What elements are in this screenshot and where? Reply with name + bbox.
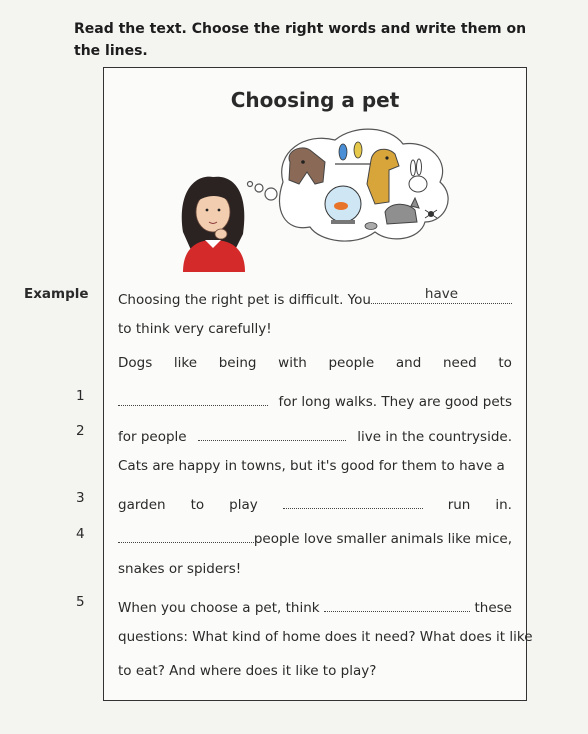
text-line-9 xyxy=(118,561,512,577)
text-fragment: for long walks. They are good pets xyxy=(278,394,512,410)
word: being xyxy=(218,355,257,371)
text-fragment: to think very carefully! xyxy=(118,321,272,337)
text-line-11 xyxy=(118,629,533,645)
text-fragment: questions: What kind of home does it need? What does it like xyxy=(118,629,533,645)
text-fragment: for people xyxy=(118,429,187,445)
text-fragment: to eat? And where does it like to play? xyxy=(118,663,377,679)
word: to xyxy=(190,497,205,513)
text-fragment: snakes or spiders! xyxy=(118,561,242,577)
word: to xyxy=(498,355,512,371)
text-line-8 xyxy=(118,526,512,547)
mouse-icon xyxy=(365,223,377,230)
text-line-12 xyxy=(118,663,512,679)
text-fragment: these xyxy=(474,600,512,616)
word: Dogs xyxy=(118,355,153,371)
question-number-2: 2 xyxy=(76,423,85,439)
instructions: Read the text. Choose the right words and write them on the lines. xyxy=(74,21,527,59)
word: with xyxy=(278,355,307,371)
word: run xyxy=(447,497,471,513)
word: in. xyxy=(495,497,512,513)
text-line-5 xyxy=(118,424,512,445)
text-fragment: live in the countryside. xyxy=(357,429,512,445)
example-label: Example xyxy=(24,286,89,302)
text-fragment: Cats are happy in towns, but it's good for them to have a xyxy=(118,458,505,474)
word: people xyxy=(328,355,375,371)
text-line-2 xyxy=(118,321,512,337)
answer-line-5[interactable] xyxy=(324,595,470,612)
question-number-5: 5 xyxy=(76,594,85,610)
girl-icon xyxy=(182,177,245,272)
text-fragment: people love smaller animals like mice, xyxy=(253,531,512,547)
answer-line-2[interactable] xyxy=(198,424,346,441)
text-fragment: When you choose a pet, think xyxy=(118,600,320,616)
text-line-6 xyxy=(118,458,512,474)
example-answer-line xyxy=(371,287,512,304)
example-answer: have xyxy=(424,286,459,302)
answer-line-3[interactable] xyxy=(283,492,423,509)
word: play xyxy=(229,497,258,513)
word: and xyxy=(395,355,422,371)
answer-line-4[interactable] xyxy=(118,526,254,543)
text-line-4 xyxy=(118,389,512,410)
question-number-3: 3 xyxy=(76,490,85,506)
page-title: Choosing a pet xyxy=(230,88,400,112)
text-line-3 xyxy=(118,355,512,371)
text-line-7 xyxy=(118,492,512,513)
word: garden xyxy=(118,497,166,513)
text-line-1 xyxy=(118,287,512,308)
answer-line-1[interactable] xyxy=(118,389,268,406)
word: like xyxy=(173,355,198,371)
pets-illustration xyxy=(175,122,455,272)
text-line-10 xyxy=(118,595,512,616)
question-number-1: 1 xyxy=(76,388,85,404)
word: need xyxy=(442,355,477,371)
text-fragment: Choosing the right pet is difficult. You xyxy=(118,292,371,308)
question-number-4: 4 xyxy=(76,526,85,542)
